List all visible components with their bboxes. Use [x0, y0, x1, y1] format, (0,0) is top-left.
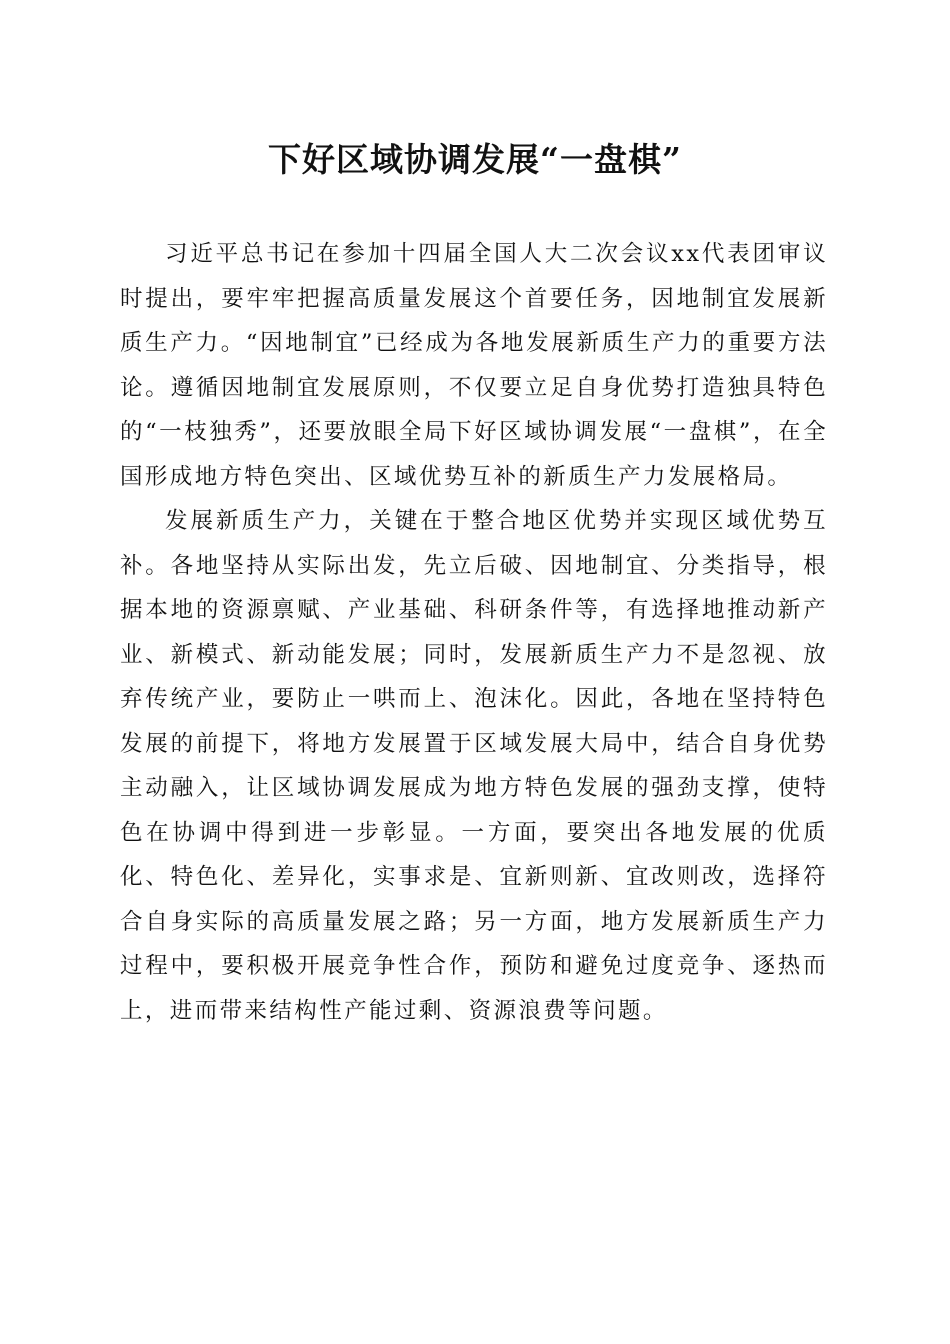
document-title: 下好区域协调发展“一盘棋”	[268, 140, 682, 179]
paragraph-2: 发展新质生产力，关键在于整合地区优势并实现区域优势互补。各地坚持从实际出发，先立后破、因地制宜、分类指导，根据本地的资源禀赋、产业基础、科研条件等，有选择地推动新产业、新模式、新动能发展；同时，发展新质生产力不是忽视、放弃传统产业，要防止一哄而上、泡沫化。因此，各地在坚持特色发展的前提下，将地方发展置于区域发展大局中，结合自身优势主动融入，让区域协调发展成为地方特色发展的强劲支撑，使特色在协调中得到进一步彰显。一方面，要突出各地发展的优质化、特色化、差异化，实事求是、宜新则新、宜改则改，选择符合自身实际的高质量发展之路；另一方面，地方发展新质生产力过程中，要积极开展竞争性合作，预防和避免过度竞争、逐热而上，进而带来结构性产能过剩、资源浪费等问题。	[120, 508, 828, 1024]
paragraph-1: 习近平总书记在参加十四届全国人大二次会议xx代表团审议时提出，要牢牢把握高质量发展这个首要任务，因地制宜发展新质生产力。“因地制宜”已经成为各地发展新质生产力的重要方法论。遵循因地制宜发展原则，不仅要立足自身优势打造独具特色的“一枝独秀”，还要放眼全局下好区域协调发展“一盘棋”，在全国形成地方特色突出、区域优势互补的新质生产力发展格局。	[120, 241, 828, 490]
document-body	[120, 232, 828, 1033]
